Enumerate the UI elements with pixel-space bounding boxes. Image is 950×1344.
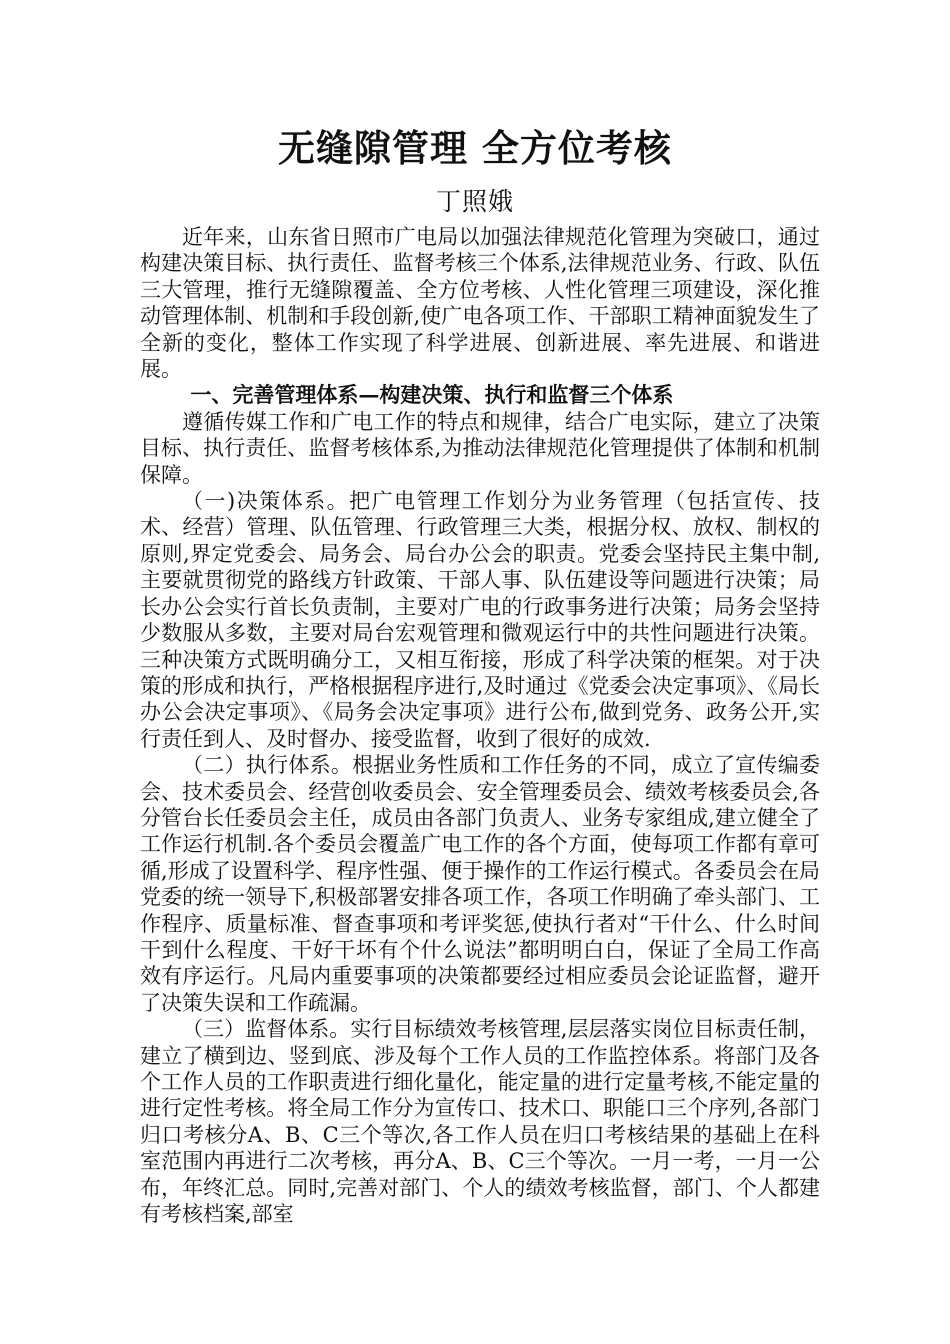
- paragraph-decision-system: （一)决策体系。把广电管理工作划分为业务管理（包括宣传、技术、经营）管理、队伍管理、行政管理三大类，根据分权、放权、制权的原则,界定党委会、局务会、局台办公会的职责。党委会坚持民主集中制,主要就贯彻党的路线方针政策、干部人事、队伍建设等问题进行决策；局长办公会实行首长负责制，主要对广电的行政事务进行决策；局务会坚持少数服从多数，主要对局台宏观管理和微观运行中的共性问题进行决策。三种决策方式既明确分工，又相互衔接，形成了科学决策的框架。对于决策的形成和执行，严格根据程序进行,及时通过《党委会决定事项》、《局长办公会决定事项》、《局务会决定事项》进行公布,做到党务、政务公开,实行责任到人、及时督办、接受监督，收到了很好的成效.: [140, 489, 820, 751]
- section-heading-1: 一、完善管理体系—构建决策、执行和监督三个体系: [190, 382, 674, 408]
- paragraph-execution-system: （二）执行体系。根据业务性质和工作任务的不同，成立了宣传编委会、技术委员会、经营创收委员会、安全管理委员会、绩效考核委员会,各分管台长任委员会主任，成员由各部门负责人、业务专家组成,建立健全了工作运行机制.各个委员会覆盖广电工作的各个方面，使每项工作都有章可循,形成了设置科学、程序性强、便于操作的工作运行模式。各委员会在局党委的统一领导下,积极部署安排各项工作，各项工作明确了牵头部门、工作程序、质量标准、督查事项和考评奖惩,使执行者对“干什么、什么时间干到什么程度、干好干坏有个什么说法”都明明白白，保证了全局工作高效有序运行。凡局内重要事项的决策都要经过相应委员会论证监督，避开了决策失误和工作疏漏。: [140, 753, 820, 1015]
- document-body: [140, 224, 820, 1227]
- paragraph-section-1-intro: 遵循传媒工作和广电工作的特点和规律，结合广电实际，建立了决策目标、执行责任、监督考核体系,为推动法律规范化管理提供了体制和机制保障。: [140, 409, 820, 487]
- paragraph-supervision-system: （三）监督体系。实行目标绩效考核管理,层层落实岗位目标责任制，建立了横到边、竖到底、涉及每个工作人员的工作监控体系。将部门及各个工作人员的工作职责进行细化量化，能定量的进行定量考核,不能定量的进行定性考核。将全局工作分为宣传口、技术口、职能口三个序列,各部门归口考核分A、B、C三个等次,各工作人员在归口考核结果的基础上在科室范围内再进行二次考核，再分A、B、C三个等次。一月一考，一月一公布，年终汇总。同时,完善对部门、个人的绩效考核监督，部门、个人都建有考核档案,部室: [140, 1017, 820, 1227]
- paragraph-intro: 近年来，山东省日照市广电局以加强法律规范化管理为突破口，通过构建决策目标、执行责任、监督考核三个体系,法律规范业务、行政、队伍三大管理，推行无缝隙覆盖、全方位考核、人性化管理三项建设，深化推动管理体制、机制和手段创新,使广电各项工作、干部职工精神面貌发生了全新的变化，整体工作实现了科学进展、创新进展、率先进展、和谐进展。: [140, 225, 820, 382]
- document-author: 丁照娥: [435, 187, 514, 216]
- document-title: 无缝隙管理 全方位考核: [278, 126, 672, 170]
